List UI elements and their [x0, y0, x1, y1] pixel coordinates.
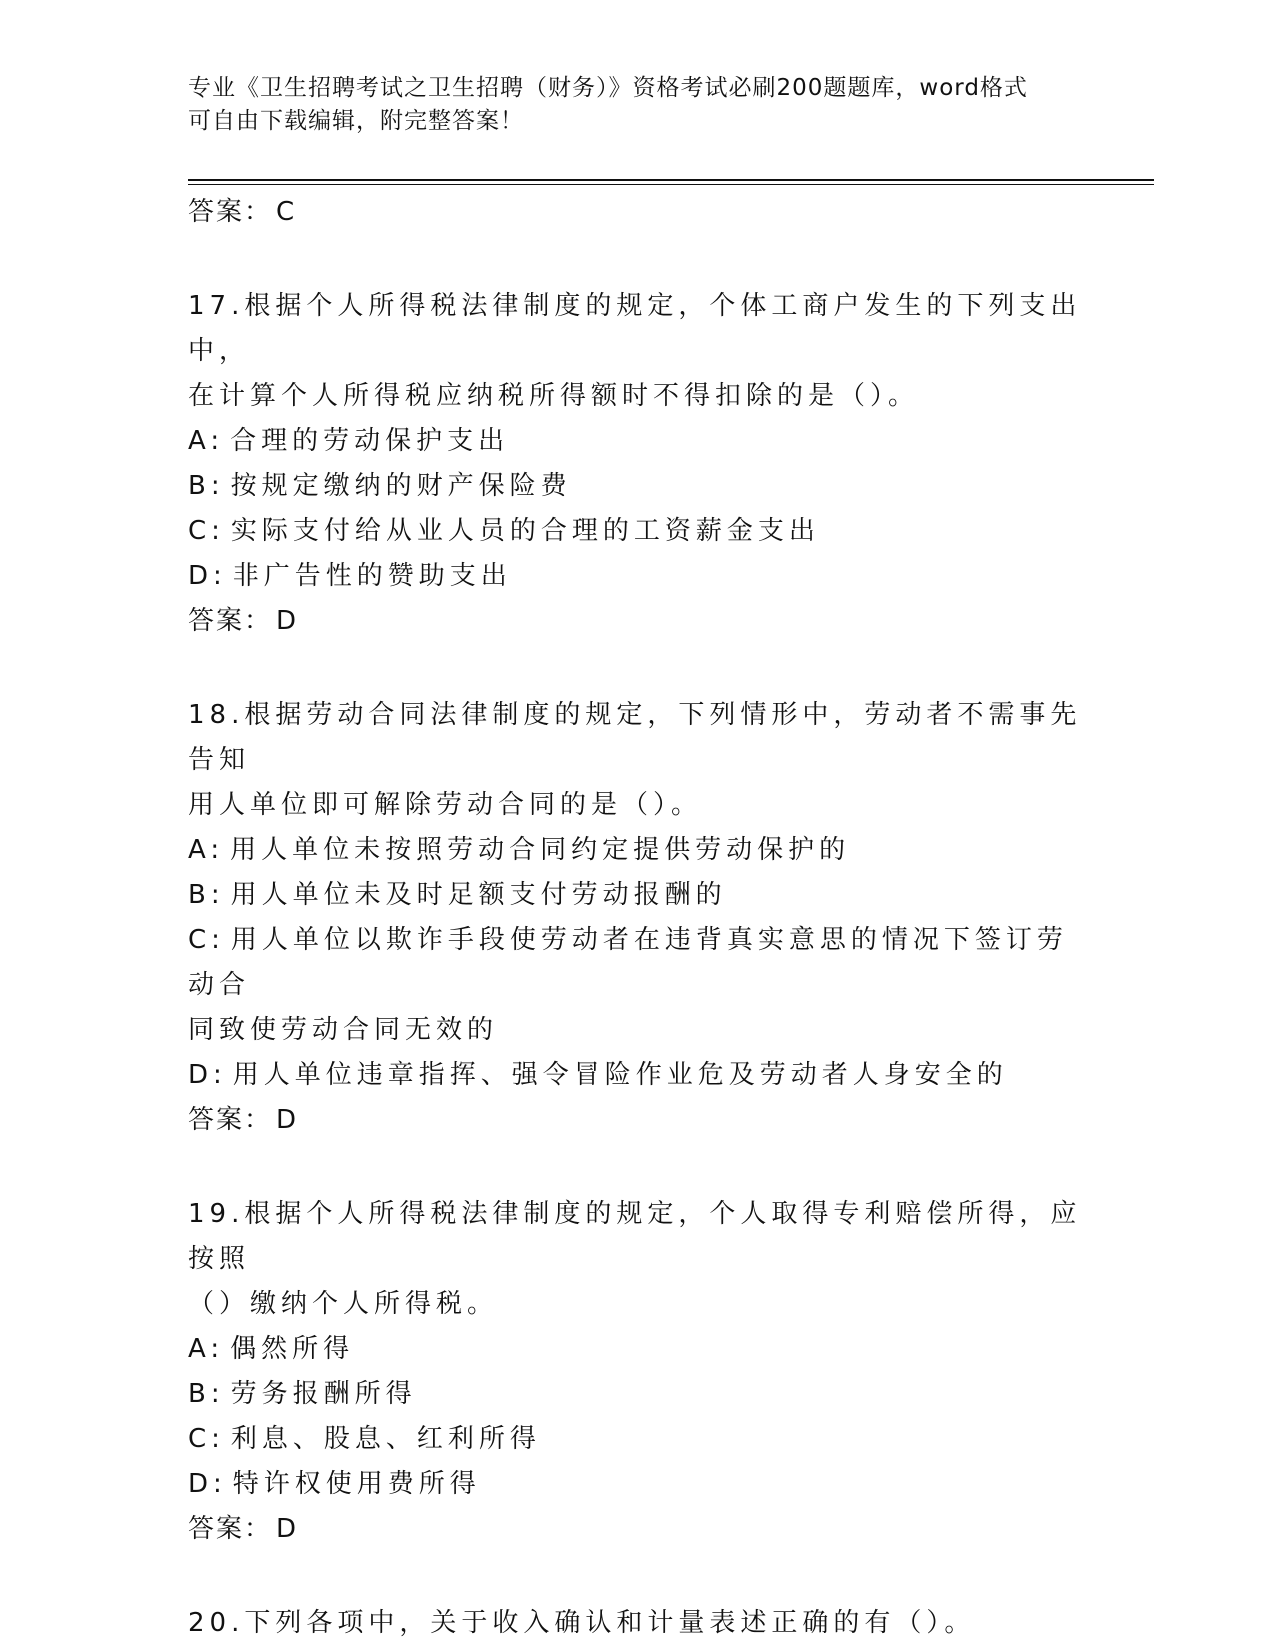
option-letter: D:: [188, 1469, 227, 1499]
option-c: [188, 1417, 1088, 1462]
answer-label: 答案：: [188, 606, 273, 636]
answer-line: [188, 1098, 1088, 1142]
option-a: [188, 419, 1088, 464]
option-text: 用人单位未按照劳动合同约定提供劳动保护的: [230, 835, 851, 865]
option-a: [188, 1327, 1088, 1372]
question-stem-continued: 在计算个人所得税应纳税所得额时不得扣除的是（）。: [188, 381, 920, 411]
header-line-1: 专业《卫生招聘考试之卫生招聘（财务）》资格考试必刷200题题库，word格式: [188, 75, 1028, 101]
option-text: 利息、股息、红利所得: [230, 1424, 541, 1454]
answer-line: [188, 1507, 1088, 1551]
question-19: [188, 1192, 1088, 1551]
option-c: [188, 918, 1088, 1008]
option-text: 按规定缴纳的财产保险费: [230, 471, 572, 501]
option-letter: B:: [188, 880, 225, 910]
question-18: [188, 693, 1088, 1142]
option-b: [188, 1372, 1088, 1417]
option-letter: A:: [188, 1334, 225, 1364]
option-text: 用人单位未及时足额支付劳动报酬的: [230, 880, 727, 910]
answer-line: [188, 599, 1088, 643]
question-stem-continued: （）缴纳个人所得税。: [188, 1289, 499, 1319]
option-c: [188, 509, 1088, 554]
answer-line: [188, 190, 1088, 234]
option-letter: A:: [188, 426, 225, 456]
option-text: 用人单位以欺诈手段使劳动者在违背真实意思的情况下签订劳动合: [188, 925, 1068, 1000]
option-text: 劳务报酬所得: [230, 1379, 417, 1409]
option-letter: C:: [188, 925, 225, 955]
question-stem: 18.根据劳动合同法律制度的规定，下列情形中，劳动者不需事先告知: [188, 700, 1082, 775]
option-letter: A:: [188, 835, 225, 865]
answer-value: C: [276, 197, 297, 227]
option-c-continued: 同致使劳动合同无效的: [188, 1015, 499, 1045]
question-17: [188, 284, 1088, 643]
option-letter: B:: [188, 471, 225, 501]
answer-label: 答案：: [188, 1514, 273, 1544]
answer-label: 答案：: [188, 197, 273, 227]
page-header: [188, 72, 1068, 138]
option-d: [188, 1053, 1088, 1098]
option-text: 特许权使用费所得: [232, 1469, 481, 1499]
option-d: [188, 1462, 1088, 1507]
answer-value: D: [276, 1105, 299, 1135]
option-letter: B:: [188, 1379, 225, 1409]
option-text: 非广告性的赞助支出: [232, 561, 512, 591]
option-letter: D:: [188, 1060, 227, 1090]
question-stem: 19.根据个人所得税法律制度的规定，个人取得专利赔偿所得，应按照: [188, 1199, 1082, 1274]
answer-value: D: [276, 606, 299, 636]
answer-label: 答案：: [188, 1105, 273, 1135]
option-b: [188, 464, 1088, 509]
option-text: 偶然所得: [230, 1334, 355, 1364]
question-stem: 20.下列各项中，关于收入确认和计量表述正确的有（）。: [188, 1608, 976, 1638]
option-b: [188, 873, 1088, 918]
header-divider-thick: [188, 179, 1154, 181]
option-text: 实际支付给从业人员的合理的工资薪金支出: [230, 516, 820, 546]
option-text: 合理的劳动保护支出: [230, 426, 510, 456]
question-list: [188, 190, 1088, 1646]
answer-value: D: [276, 1514, 299, 1544]
question-20: [188, 1601, 1088, 1646]
option-letter: C:: [188, 1424, 225, 1454]
option-d: [188, 554, 1088, 599]
option-text: 用人单位违章指挥、强令冒险作业危及劳动者人身安全的: [232, 1060, 1008, 1090]
header-line-2: 可自由下载编辑，附完整答案！: [188, 108, 524, 134]
question-stem-continued: 用人单位即可解除劳动合同的是（）。: [188, 790, 703, 820]
header-divider-thin: [188, 184, 1154, 185]
option-letter: D:: [188, 561, 227, 591]
option-a: [188, 828, 1088, 873]
option-letter: C:: [188, 516, 225, 546]
question-stem: 17.根据个人所得税法律制度的规定，个体工商户发生的下列支出中，: [188, 291, 1082, 366]
